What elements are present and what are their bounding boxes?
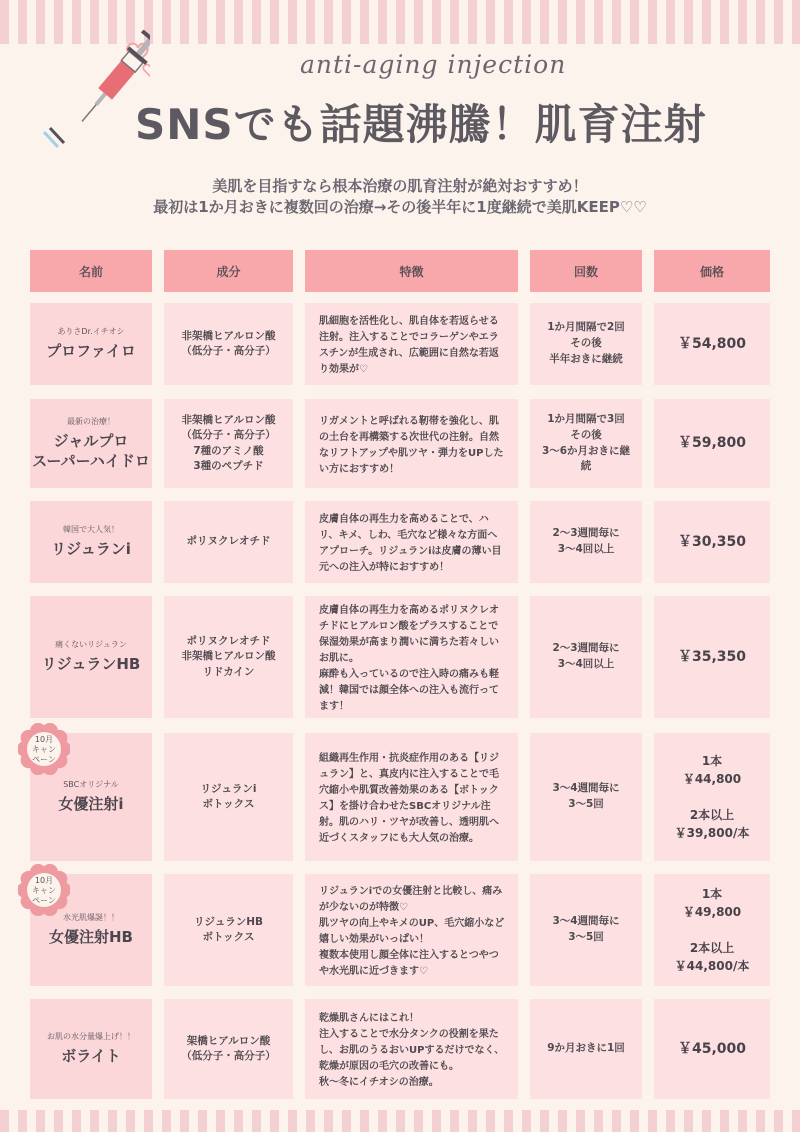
row-feature: 皮膚自体の再生力を高めることで、ハリ、キメ、しわ、毛穴など様々な方面へアプローチ。リジュランiは皮膚の薄い目元への注入が特におすすめ！ bbox=[305, 501, 518, 583]
bottom-stripe-border bbox=[0, 1110, 800, 1132]
campaign-badge bbox=[18, 864, 70, 916]
row-feature: リジュランiでの女優注射と比較し、痛みが少ないのが特徴♡ 肌ツヤの向上やキメのUP、毛穴縮小など嬉しい効果がいっぱい！ 複数本使用し顔全体に注入するとつやつや水光肌に近づきます♡ bbox=[305, 874, 518, 986]
row-components: 非架橋ヒアルロン酸 （低分子・高分子） 7種のアミノ酸 3種のペプチド bbox=[164, 399, 293, 488]
row-name-cell bbox=[30, 303, 152, 385]
header-name: 名前 bbox=[30, 250, 152, 292]
header-features: 特徴 bbox=[305, 250, 518, 292]
row-feature: 皮膚自体の再生力を高めるポリヌクレオチドにヒアルロン酸をプラスすることで保湿効果が高まり潤いに満ちた若々しいお肌に。 麻酔も入っているので注入時の痛みも軽減！韓国では顔全体への注入も流行ってます！ bbox=[305, 596, 518, 718]
row-count: 2～3週間毎に 3～4回以上 bbox=[530, 596, 642, 718]
row-feature: リガメントと呼ばれる靭帯を強化し、肌の土台を再構築する次世代の注射。自然なリフトアップや肌ツヤ・弾力をUPしたい方におすすめ！ bbox=[305, 399, 518, 488]
subtitle: anti-aging injection bbox=[300, 50, 567, 79]
row-tag: 最新の治療！ bbox=[67, 416, 115, 426]
lead-text-1: 美肌を目指すなら根本治療の肌育注射が絶対おすすめ！ bbox=[212, 177, 588, 195]
row-name-cell bbox=[30, 999, 152, 1099]
page-title: SNSでも話題沸騰！肌育注射 bbox=[135, 100, 707, 149]
row-tag: お肌の水分量爆上げ！！ bbox=[47, 1032, 135, 1042]
row-name: プロファイロ bbox=[46, 342, 136, 361]
row-tag: 韓国で大人気！ bbox=[63, 525, 119, 535]
row-count: 2～3週間毎に 3～4回以上 bbox=[530, 501, 642, 583]
row-tag: 痛くないリジュラン bbox=[55, 640, 127, 650]
syringe-icon bbox=[40, 30, 150, 170]
campaign-badge bbox=[18, 723, 70, 775]
lead-text-2: 最初は1か月おきに複数回の治療→その後半年に1度継続で美肌KEEP♡♡ bbox=[153, 198, 647, 216]
row-price: ￥54,800 bbox=[654, 303, 770, 385]
row-name-cell bbox=[30, 399, 152, 488]
row-feature: 組織再生作用・抗炎症作用のある【リジュラン】と、真皮内に注入することで毛穴縮小や肌質改善効果のある【ボトックス】を掛け合わせたSBCオリジナル注射。肌のハリ・ツヤが改善し、透明肌へ近づくスタッフにも大人気の治療。 bbox=[305, 733, 518, 861]
row-name: ボライト bbox=[61, 1047, 121, 1066]
row-price: 1本 ￥49,800 2本以上 ￥44,800/本 bbox=[654, 874, 770, 986]
row-name: ジャルプロ スーパーハイドロ bbox=[32, 431, 150, 470]
row-components: 架橋ヒアルロン酸 （低分子・高分子） bbox=[164, 999, 293, 1099]
row-price: ￥30,350 bbox=[654, 501, 770, 583]
header-components: 成分 bbox=[164, 250, 293, 292]
row-name: 女優注射i bbox=[58, 795, 124, 814]
row-feature: 乾燥肌さんにはこれ！ 注入することで水分タンクの役割を果たし、お肌のうるおいUPするだけでなく、乾燥が原因の毛穴の改善にも。 秋～冬にイチオシの治療。 bbox=[305, 999, 518, 1099]
row-name: リジュランi bbox=[51, 540, 131, 559]
row-count: 3～4週間毎に 3～5回 bbox=[530, 733, 642, 861]
row-components: リジュランHB ボトックス bbox=[164, 874, 293, 986]
row-components: 非架橋ヒアルロン酸 （低分子・高分子） bbox=[164, 303, 293, 385]
row-name-cell bbox=[30, 501, 152, 583]
row-price: ￥59,800 bbox=[654, 399, 770, 488]
row-tag: SBCオリジナル bbox=[63, 780, 119, 790]
row-feature: 肌細胞を活性化し、肌自体を若返らせる注射。注入することでコラーゲンやエラスチンが生成され、広範囲に自然な若返り効果が♡ bbox=[305, 303, 518, 385]
row-name: リジュランHB bbox=[41, 655, 141, 674]
row-tag: ありさDr.イチオシ bbox=[57, 327, 125, 337]
campaign-badge-text: 10月 キャン ペーン bbox=[32, 876, 56, 905]
row-name: 女優注射HB bbox=[49, 928, 133, 947]
row-price: ￥35,350 bbox=[654, 596, 770, 718]
row-components: リジュランi ボトックス bbox=[164, 733, 293, 861]
campaign-badge-text: 10月 キャン ペーン bbox=[32, 735, 56, 764]
row-components: ポリヌクレオチド bbox=[164, 501, 293, 583]
row-count: 1か月間隔で3回 その後 3～6か月おきに継 続 bbox=[530, 399, 642, 488]
row-components: ポリヌクレオチド 非架橋ヒアルロン酸 リドカイン bbox=[164, 596, 293, 718]
row-tag: 水光肌爆誕！！ bbox=[63, 913, 119, 923]
header-price: 価格 bbox=[654, 250, 770, 292]
header-count: 回数 bbox=[530, 250, 642, 292]
row-price: 1本 ￥44,800 2本以上 ￥39,800/本 bbox=[654, 733, 770, 861]
row-price: ￥45,000 bbox=[654, 999, 770, 1099]
row-count: 1か月間隔で2回 その後 半年おきに継続 bbox=[530, 303, 642, 385]
row-count: 3～4週間毎に 3～5回 bbox=[530, 874, 642, 986]
row-count: 9か月おきに1回 bbox=[530, 999, 642, 1099]
row-name-cell bbox=[30, 596, 152, 718]
